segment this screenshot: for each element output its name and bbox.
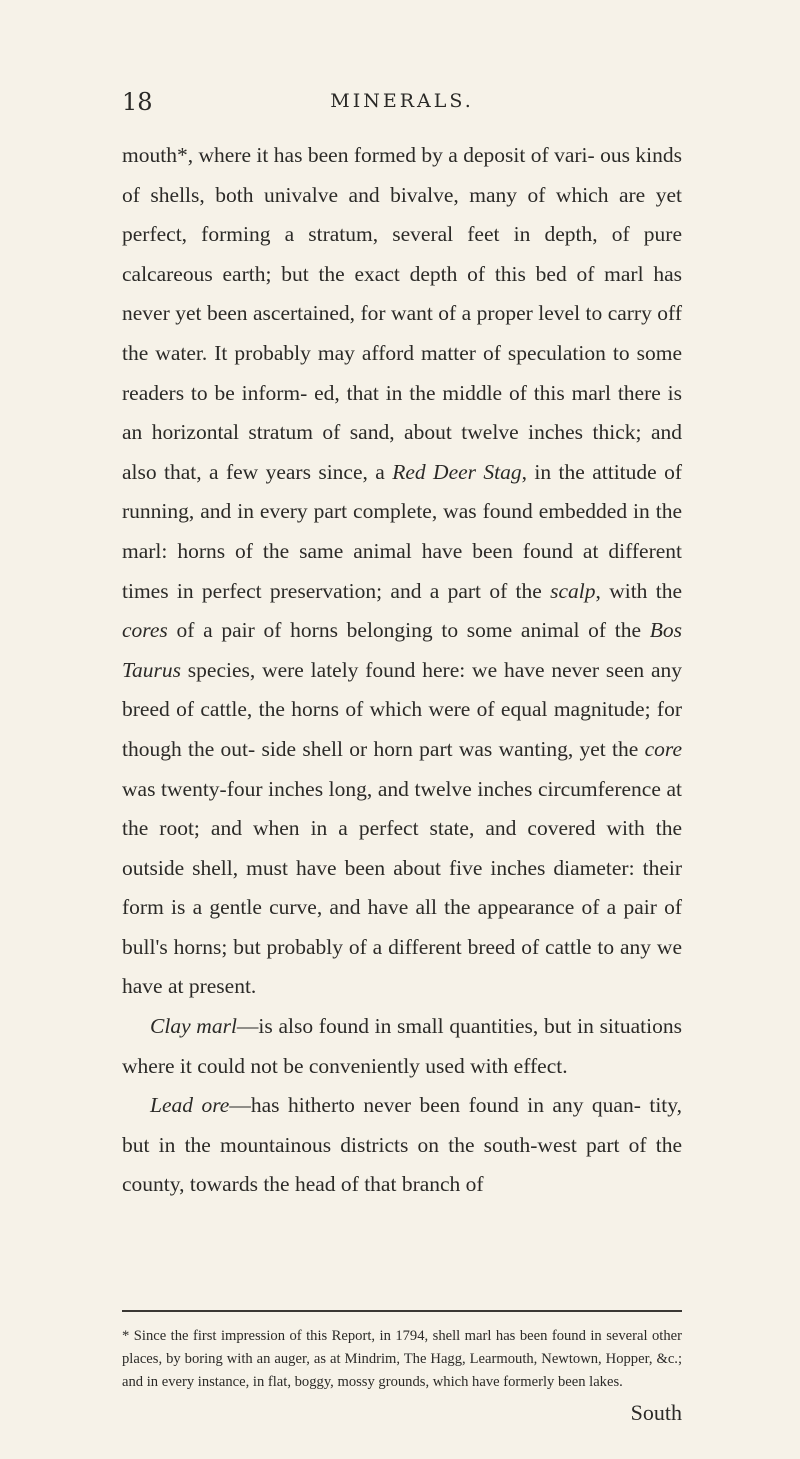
italic-term: Red Deer Stag bbox=[392, 459, 522, 484]
footnote-rule bbox=[122, 1310, 682, 1312]
body-text bbox=[122, 136, 682, 1205]
italic-term: scalp bbox=[550, 578, 596, 603]
italic-term: Clay marl bbox=[150, 1014, 237, 1039]
text-run: —is also found in small quantities, but in situations where it could not be conveniently used with effect. bbox=[122, 1014, 682, 1078]
italic-term: core bbox=[644, 736, 682, 761]
text-run: of a pair of horns belonging to some animal of the bbox=[167, 618, 650, 643]
paragraph-marl bbox=[122, 136, 682, 1007]
footnote: * Since the first impression of this Report, in 1794, shell marl has been found in several other places, by boring with an auger, as at Mindrim, The Hagg, Learmouth, Newtown, Hopper, &c.; and in every instance, in flat, boggy, mossy grounds, which have formerly been lakes. bbox=[122, 1328, 682, 1390]
running-head: MINERALS. bbox=[330, 90, 474, 112]
text-run: was twenty-four inches long, and twelve inches circumference at the root; and when in a perfect state, and covered with the outside shell, must have been about five inches diameter: their form is a gentle curve, and have all the appearance of a pair of bull's horns; but probably of a different breed of cattle to any we have at present. bbox=[122, 776, 682, 999]
paragraph-clay-marl bbox=[122, 1007, 682, 1086]
page-number: 18 bbox=[122, 88, 153, 116]
italic-term: Bos Taurus bbox=[122, 618, 682, 682]
page-header bbox=[122, 88, 682, 128]
text-run: species, were lately found here: we have never seen any breed of cattle, the horns of which were of equal magnitude; for though the out- side shell or horn part was wanting, yet the bbox=[122, 657, 682, 761]
text-run: —has hitherto never been found in any quan- tity, but in the mountainous districts on the south-west part of the county, towards the head of that branch of bbox=[122, 1093, 682, 1197]
paragraph-lead-ore bbox=[122, 1086, 682, 1205]
italic-term: Lead ore bbox=[150, 1093, 230, 1118]
text-run: mouth*, where it has been formed by a deposit of vari- ous kinds of shells, both univalve and bivalve, many of which are yet perfect, forming a stratum, several feet in depth, of pure calcareous earth; but the exact depth of this bed of marl has never yet been ascertained, for want of a proper level to carry off the water. It probably may afford matter of speculation to some readers to be inform- ed, that in the middle of this marl there is an horizontal stratum of sand, about twelve inches thick; and also that, a few years since, a bbox=[122, 143, 682, 484]
text-run: , with the bbox=[595, 578, 682, 603]
catchword: South bbox=[630, 1400, 682, 1425]
text-run: , in the attitude of running, and in every part complete, was found embedded in the marl: horns of the same animal have been found at different times in perfect preservation; and a part of the bbox=[122, 459, 682, 603]
italic-term: cores bbox=[122, 618, 168, 643]
